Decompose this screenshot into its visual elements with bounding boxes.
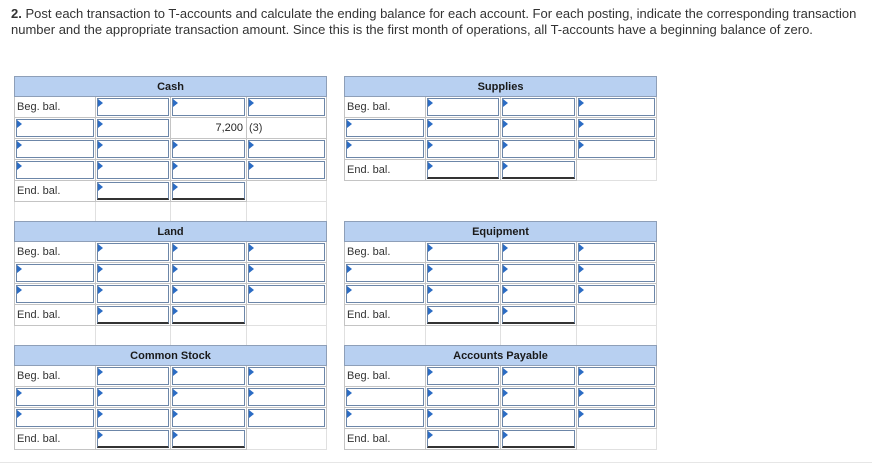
equipment-credit-amount-1-input[interactable] xyxy=(577,242,657,263)
supplies-credit-txn-2-input[interactable] xyxy=(501,118,577,139)
end-bal-label: End. bal. xyxy=(345,160,426,181)
equipment-footer-cell xyxy=(426,326,501,347)
cash-footer-cell xyxy=(171,202,247,223)
cash-credit-amount-3-input[interactable] xyxy=(247,160,327,181)
accounts-payable-debit-amount-1-input[interactable] xyxy=(426,387,501,408)
account-title-equipment: Equipment xyxy=(345,222,657,242)
land-credit-txn-1-input[interactable] xyxy=(171,242,247,263)
beg-bal-label: Beg. bal. xyxy=(15,97,96,118)
accounts-payable-credit-txn-2-input[interactable] xyxy=(501,387,577,408)
common-stock-debit-amount-2-input[interactable] xyxy=(96,408,171,429)
accounts-payable-credit-txn-3-input[interactable] xyxy=(501,408,577,429)
t-account-common-stock xyxy=(14,345,327,450)
land-footer-cell xyxy=(96,326,171,347)
common-stock-credit-txn-3-input[interactable] xyxy=(171,408,247,429)
cash-debit-txn-1-input[interactable] xyxy=(15,118,96,139)
supplies-debit-txn-1-input[interactable] xyxy=(345,118,426,139)
supplies-debit-amount-1-input[interactable] xyxy=(426,118,501,139)
cash-end-bal-amount-input[interactable] xyxy=(96,181,171,202)
cash-credit-amount-2-input[interactable] xyxy=(247,139,327,160)
cash-footer-cell xyxy=(96,202,171,223)
accounts-payable-credit-txn-1-input[interactable] xyxy=(501,366,577,387)
account-title-supplies: Supplies xyxy=(345,77,657,97)
land-debit-txn-2-input[interactable] xyxy=(15,284,96,305)
common-stock-credit-txn-1-input[interactable] xyxy=(171,366,247,387)
cash-credit-txn-3-input[interactable] xyxy=(171,160,247,181)
equipment-credit-amount-2-input[interactable] xyxy=(577,263,657,284)
supplies-credit-amount-3-input[interactable] xyxy=(577,139,657,160)
common-stock-end-bal-left-input[interactable] xyxy=(96,429,171,450)
supplies-debit-amount-2-input[interactable] xyxy=(426,139,501,160)
common-stock-credit-txn-2-input[interactable] xyxy=(171,387,247,408)
cash-credit-amount-1-input[interactable] xyxy=(247,97,327,118)
cash-credit-txn-1-input[interactable] xyxy=(171,97,247,118)
accounts-payable-debit-txn-1-input[interactable] xyxy=(345,387,426,408)
equipment-footer-cell xyxy=(577,326,657,347)
end-bal-label: End. bal. xyxy=(15,181,96,202)
end-bal-label: End. bal. xyxy=(345,305,426,326)
equipment-end-bal-spacer xyxy=(577,305,657,326)
equipment-credit-amount-3-input[interactable] xyxy=(577,284,657,305)
accounts-payable-debit-amount-2-input[interactable] xyxy=(426,408,501,429)
common-stock-credit-amount-3-input[interactable] xyxy=(247,408,327,429)
t-account-supplies xyxy=(344,76,657,181)
account-title-cash: Cash xyxy=(15,77,327,97)
accounts-payable-end-bal-amount-input[interactable] xyxy=(501,429,577,450)
t-account-equipment xyxy=(344,221,657,347)
common-stock-debit-amount-1-input[interactable] xyxy=(96,387,171,408)
accounts-payable-debit-txn-2-input[interactable] xyxy=(345,408,426,429)
accounts-payable-credit-amount-1-input[interactable] xyxy=(577,366,657,387)
cash-debit-amount-2-input[interactable] xyxy=(96,139,171,160)
common-stock-end-bal-spacer xyxy=(247,429,327,450)
equipment-footer-cell xyxy=(345,326,426,347)
supplies-end-bal-spacer xyxy=(577,160,657,181)
land-debit-txn-1-input[interactable] xyxy=(15,263,96,284)
equipment-debit-txn-2-input[interactable] xyxy=(345,284,426,305)
instructions xyxy=(11,6,861,38)
supplies-beg-bal-amount-input[interactable] xyxy=(426,97,501,118)
cash-footer-cell xyxy=(15,202,96,223)
equipment-credit-txn-3-input[interactable] xyxy=(501,284,577,305)
account-title-land: Land xyxy=(15,222,327,242)
t-account-cash xyxy=(14,76,327,223)
land-end-bal-spacer xyxy=(247,305,327,326)
equipment-credit-txn-1-input[interactable] xyxy=(501,242,577,263)
t-account-accounts-payable xyxy=(344,345,657,450)
account-title-accounts-payable: Accounts Payable xyxy=(345,346,657,366)
equipment-debit-amount-2-input[interactable] xyxy=(426,284,501,305)
supplies-credit-amount-2-input[interactable] xyxy=(577,118,657,139)
bottom-divider xyxy=(0,462,872,463)
land-footer-cell xyxy=(247,326,327,347)
supplies-end-bal-amount-input[interactable] xyxy=(426,160,501,181)
accounts-payable-end-bal-spacer xyxy=(577,429,657,450)
land-credit-txn-2-input[interactable] xyxy=(171,263,247,284)
land-beg-bal-amount-input[interactable] xyxy=(96,242,171,263)
equipment-footer-cell xyxy=(501,326,577,347)
land-end-bal-right-input[interactable] xyxy=(171,305,247,326)
cash-credit-txn-2-input[interactable] xyxy=(171,139,247,160)
end-bal-label: End. bal. xyxy=(15,305,96,326)
common-stock-credit-amount-1-input[interactable] xyxy=(247,366,327,387)
beg-bal-label: Beg. bal. xyxy=(15,242,96,263)
land-footer-cell xyxy=(171,326,247,347)
cash-end-bal-right-input[interactable] xyxy=(171,181,247,202)
land-debit-amount-1-input[interactable] xyxy=(96,263,171,284)
land-footer-cell xyxy=(15,326,96,347)
supplies-credit-txn-1-input[interactable] xyxy=(501,97,577,118)
t-account-land xyxy=(14,221,327,347)
accounts-payable-credit-amount-3-input[interactable] xyxy=(577,408,657,429)
common-stock-debit-txn-2-input[interactable] xyxy=(15,408,96,429)
cash-debit-txn-3-input[interactable] xyxy=(15,160,96,181)
equipment-debit-txn-1-input[interactable] xyxy=(345,263,426,284)
common-stock-beg-bal-amount-input[interactable] xyxy=(96,366,171,387)
cash-debit-amount-3-input[interactable] xyxy=(96,160,171,181)
accounts-payable-credit-amount-2-input[interactable] xyxy=(577,387,657,408)
cash-beg-bal-amount-input[interactable] xyxy=(96,97,171,118)
supplies-end-bal-right-input[interactable] xyxy=(501,160,577,181)
common-stock-end-bal-amount-input[interactable] xyxy=(171,429,247,450)
equipment-debit-amount-1-input[interactable] xyxy=(426,263,501,284)
common-stock-debit-txn-1-input[interactable] xyxy=(15,387,96,408)
cash-end-bal-spacer xyxy=(247,181,327,202)
accounts-payable-end-bal-left-input[interactable] xyxy=(426,429,501,450)
cash-given-amount: 7,200 xyxy=(171,118,247,139)
common-stock-credit-amount-2-input[interactable] xyxy=(247,387,327,408)
land-credit-amount-1-input[interactable] xyxy=(247,242,327,263)
supplies-credit-txn-3-input[interactable] xyxy=(501,139,577,160)
equipment-beg-bal-amount-input[interactable] xyxy=(426,242,501,263)
equipment-end-bal-right-input[interactable] xyxy=(501,305,577,326)
end-bal-label: End. bal. xyxy=(345,429,426,450)
cash-given-txn: (3) xyxy=(247,118,327,139)
accounts-payable-beg-bal-amount-input[interactable] xyxy=(426,366,501,387)
beg-bal-label: Beg. bal. xyxy=(345,242,426,263)
cash-footer-cell xyxy=(247,202,327,223)
end-bal-label: End. bal. xyxy=(15,429,96,450)
supplies-debit-txn-2-input[interactable] xyxy=(345,139,426,160)
beg-bal-label: Beg. bal. xyxy=(15,366,96,387)
cash-debit-amount-1-input[interactable] xyxy=(96,118,171,139)
equipment-credit-txn-2-input[interactable] xyxy=(501,263,577,284)
instruction-number: 2. xyxy=(11,6,22,21)
cash-debit-txn-2-input[interactable] xyxy=(15,139,96,160)
supplies-credit-amount-1-input[interactable] xyxy=(577,97,657,118)
land-credit-amount-2-input[interactable] xyxy=(247,263,327,284)
account-title-common-stock: Common Stock xyxy=(15,346,327,366)
beg-bal-label: Beg. bal. xyxy=(345,366,426,387)
land-credit-txn-3-input[interactable] xyxy=(171,284,247,305)
land-debit-amount-2-input[interactable] xyxy=(96,284,171,305)
land-end-bal-amount-input[interactable] xyxy=(96,305,171,326)
equipment-end-bal-amount-input[interactable] xyxy=(426,305,501,326)
beg-bal-label: Beg. bal. xyxy=(345,97,426,118)
instruction-text: Post each transaction to T-accounts and calculate the ending balance for each account. For each posting, indicate the corresponding transaction number and the appropriate transaction amount. Since this is the first month of operations, all T-accounts have a beginning balance of zero. xyxy=(11,6,857,37)
land-credit-amount-3-input[interactable] xyxy=(247,284,327,305)
